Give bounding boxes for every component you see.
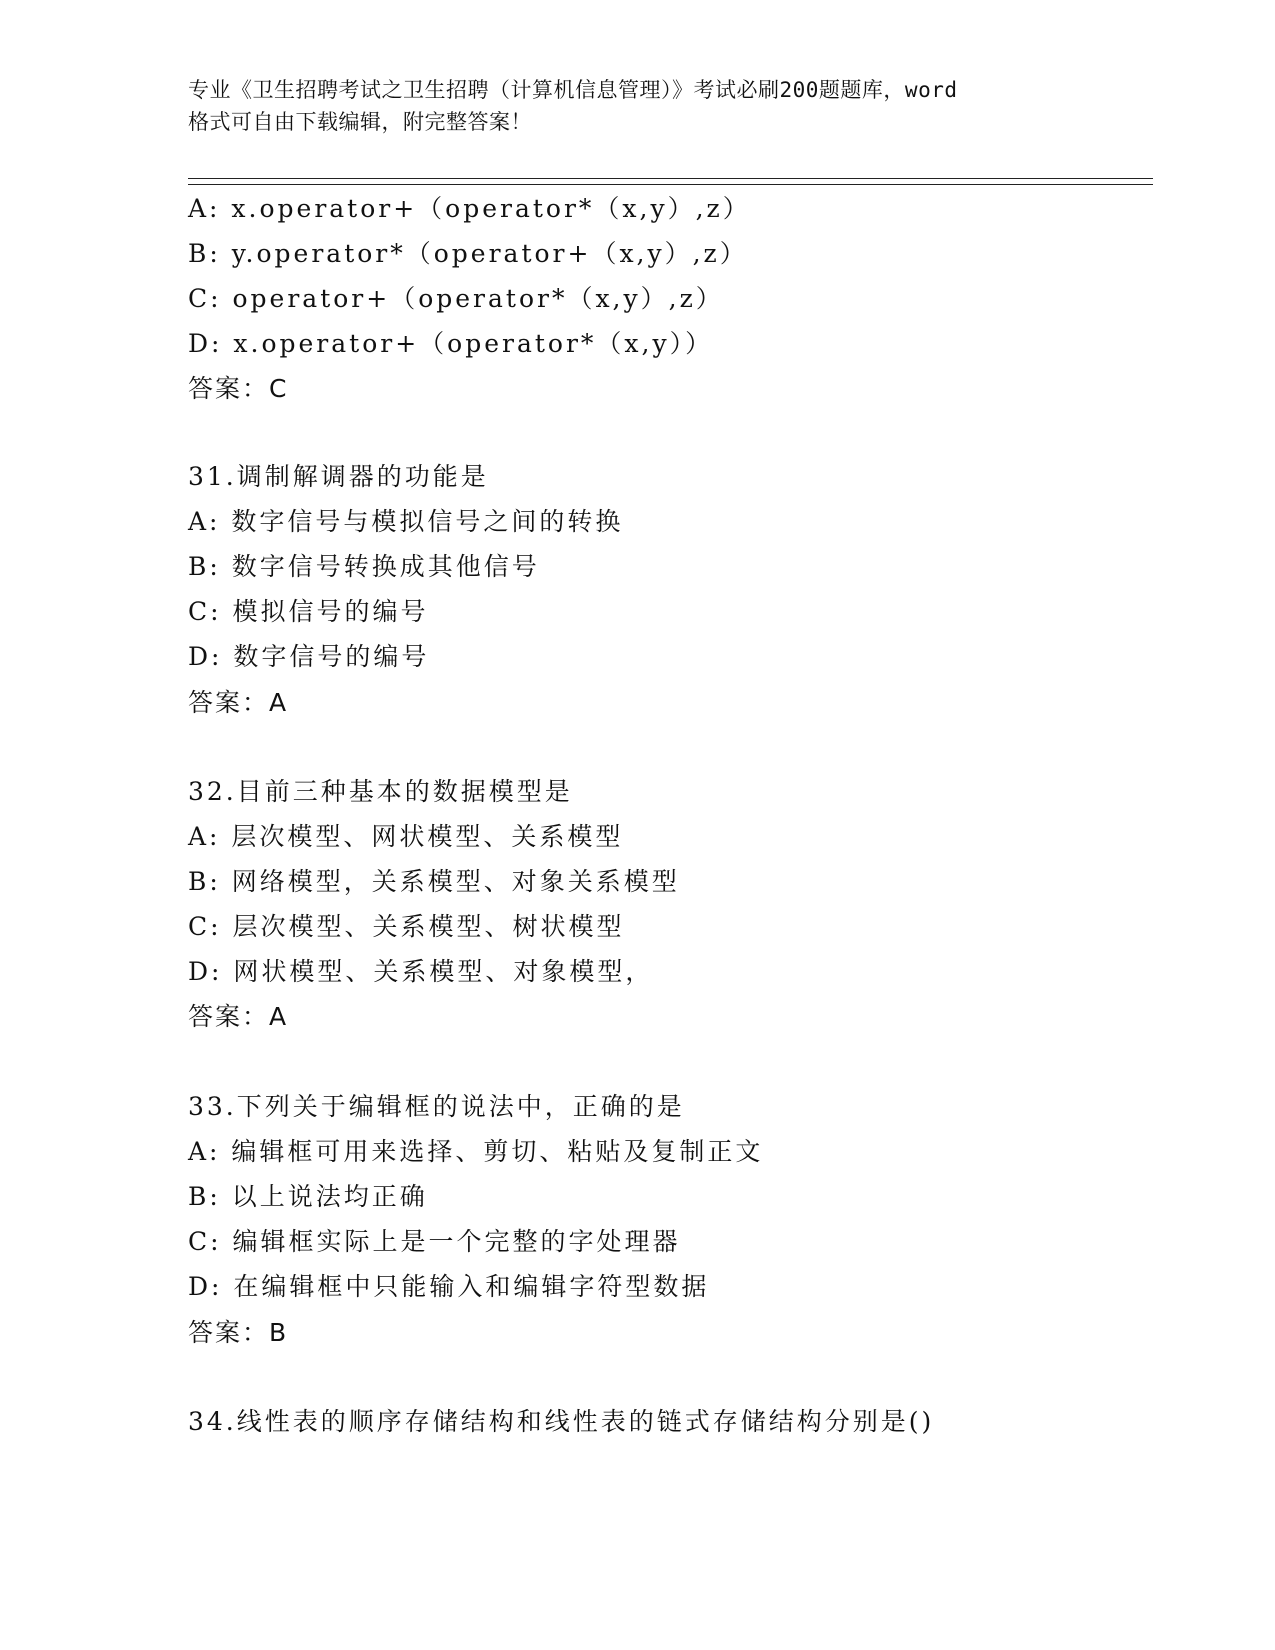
q30-option-b: B: y.operator*（operator+（x,y）,z） (188, 239, 748, 268)
q32-option-d: D: 网状模型、关系模型、对象模型， (188, 957, 654, 986)
q31-answer: 答案：A (188, 688, 289, 717)
q33-option-a: A: 编辑框可用来选择、剪切、粘贴及复制正文 (188, 1137, 764, 1166)
q32-question: 32.目前三种基本的数据模型是 (188, 777, 573, 806)
q33-option-d: D: 在编辑框中只能输入和编辑字符型数据 (188, 1272, 710, 1301)
q33-answer: 答案：B (188, 1318, 289, 1347)
q30-answer: 答案：C (188, 374, 289, 403)
header-divider-top (188, 178, 1153, 179)
q33-question: 33.下列关于编辑框的说法中，正确的是 (188, 1092, 685, 1121)
q31-option-b: B: 数字信号转换成其他信号 (188, 552, 540, 581)
q32-option-a: A: 层次模型、网状模型、关系模型 (188, 822, 624, 851)
q32-answer: 答案：A (188, 1002, 289, 1031)
q31-question: 31.调制解调器的功能是 (188, 462, 489, 491)
q33-option-c: C: 编辑框实际上是一个完整的字处理器 (188, 1227, 681, 1256)
q34-question: 34.线性表的顺序存储结构和线性表的链式存储结构分别是() (188, 1407, 935, 1436)
q33-option-b: B: 以上说法均正确 (188, 1182, 428, 1211)
q31-option-c: C: 模拟信号的编号 (188, 597, 429, 626)
header-divider-bottom (188, 184, 1153, 185)
q32-option-c: C: 层次模型、关系模型、树状模型 (188, 912, 625, 941)
q30-option-d: D: x.operator+（operator*（x,y）） (188, 329, 714, 358)
header-line-2: 格式可自由下载编辑，附完整答案！ (188, 110, 532, 134)
q31-option-a: A: 数字信号与模拟信号之间的转换 (188, 507, 624, 536)
header-line-1: 专业《卫生招聘考试之卫生招聘（计算机信息管理）》考试必刷200题题库，word (188, 78, 958, 102)
q30-option-c: C: operator+（operator*（x,y）,z） (188, 284, 724, 313)
q32-option-b: B: 网络模型，关系模型、对象关系模型 (188, 867, 680, 896)
q31-option-d: D: 数字信号的编号 (188, 642, 430, 671)
q30-option-a: A: x.operator+（operator*（x,y）,z） (188, 194, 751, 223)
document-header (188, 74, 1088, 138)
